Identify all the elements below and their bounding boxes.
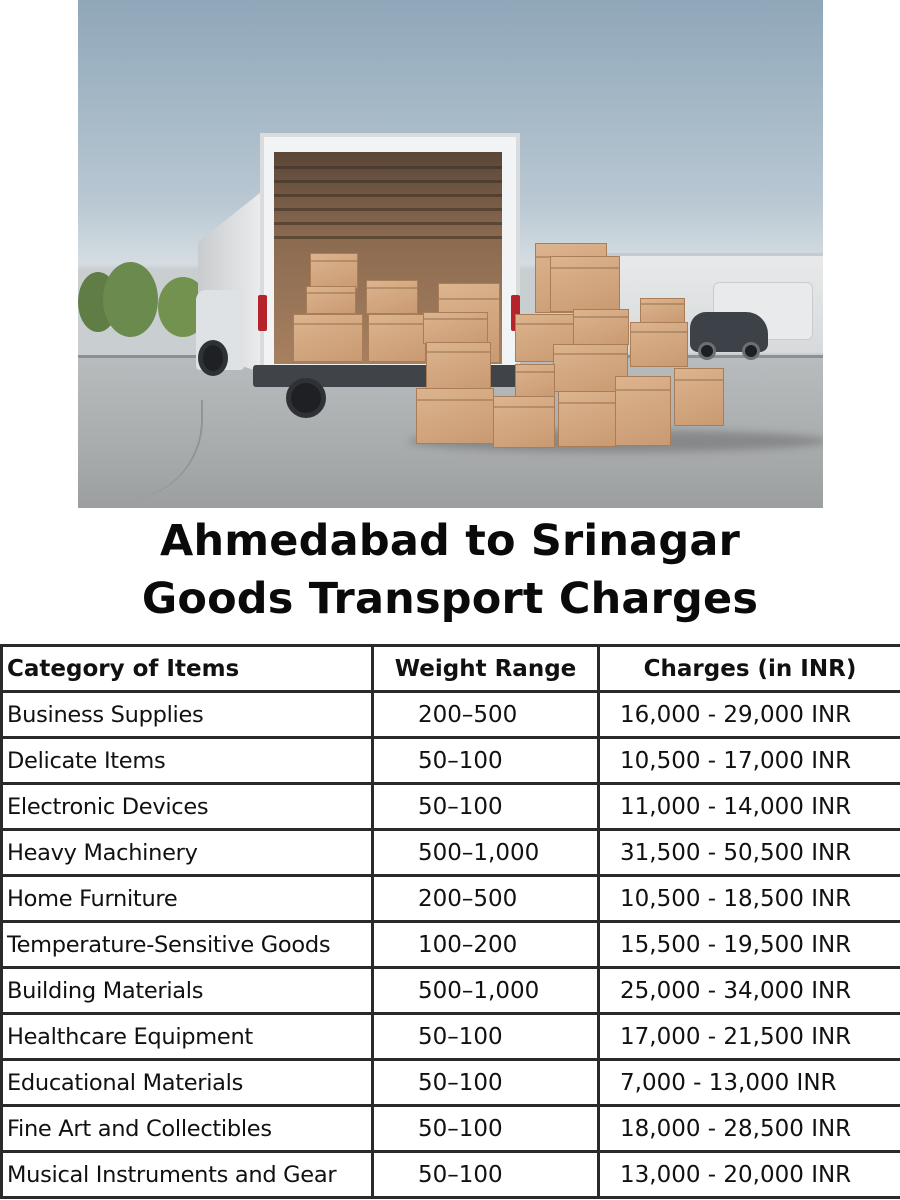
- cardboard-box: [674, 368, 724, 426]
- cell-charges: 10,500 - 17,000 INR: [599, 738, 900, 784]
- cell-charges: 15,500 - 19,500 INR: [599, 922, 900, 968]
- table-row: [2, 1152, 900, 1198]
- table-row: [2, 1060, 900, 1106]
- cell-category: Building Materials: [2, 968, 373, 1014]
- hero-photo-truck-with-boxes: [78, 0, 823, 508]
- cell-category: Delicate Items: [2, 738, 373, 784]
- cell-weight: 50–100: [373, 1152, 599, 1198]
- cell-weight: 200–500: [373, 876, 599, 922]
- cell-charges: 11,000 - 14,000 INR: [599, 784, 900, 830]
- header-category: Category of Items: [2, 646, 373, 692]
- title-line-2: Goods Transport Charges: [141, 574, 759, 624]
- cardboard-box: [515, 364, 555, 398]
- truck-wheel: [286, 378, 326, 418]
- tree: [103, 262, 158, 337]
- page-title: [0, 512, 900, 628]
- transport-charges-table: [0, 644, 900, 1199]
- cell-charges: 7,000 - 13,000 INR: [599, 1060, 900, 1106]
- cardboard-box: [550, 256, 620, 312]
- table-row: [2, 738, 900, 784]
- cardboard-box: [368, 314, 426, 362]
- cell-weight: 50–100: [373, 738, 599, 784]
- cell-weight: 500–1,000: [373, 968, 599, 1014]
- interior-slat: [274, 180, 502, 183]
- parked-car: [690, 312, 768, 352]
- table-row: [2, 876, 900, 922]
- car-wheel: [698, 342, 716, 360]
- table-row: [2, 1106, 900, 1152]
- header-charges: Charges (in INR): [599, 646, 900, 692]
- cell-charges: 31,500 - 50,500 INR: [599, 830, 900, 876]
- cell-category: Fine Art and Collectibles: [2, 1106, 373, 1152]
- cell-weight: 50–100: [373, 784, 599, 830]
- cardboard-box: [310, 253, 358, 289]
- cell-charges: 10,500 - 18,500 INR: [599, 876, 900, 922]
- cell-charges: 18,000 - 28,500 INR: [599, 1106, 900, 1152]
- cell-category: Healthcare Equipment: [2, 1014, 373, 1060]
- interior-slat: [274, 194, 502, 197]
- interior-slat: [274, 208, 502, 211]
- cardboard-box: [573, 309, 629, 345]
- cardboard-box: [366, 280, 418, 314]
- cell-weight: 50–100: [373, 1014, 599, 1060]
- cardboard-box: [293, 314, 363, 362]
- cardboard-box: [423, 312, 488, 344]
- cell-charges: 17,000 - 21,500 INR: [599, 1014, 900, 1060]
- table-header-row: [2, 646, 900, 692]
- cell-weight: 500–1,000: [373, 830, 599, 876]
- interior-slat: [274, 166, 502, 169]
- table-row: [2, 692, 900, 738]
- cardboard-box: [630, 322, 688, 367]
- cell-charges: 13,000 - 20,000 INR: [599, 1152, 900, 1198]
- cardboard-box: [615, 376, 671, 446]
- table-row: [2, 784, 900, 830]
- cardboard-box: [306, 286, 356, 314]
- cell-category: Heavy Machinery: [2, 830, 373, 876]
- cell-weight: 50–100: [373, 1106, 599, 1152]
- car-wheel: [742, 342, 760, 360]
- cell-category: Temperature-Sensitive Goods: [2, 922, 373, 968]
- table-row: [2, 922, 900, 968]
- table-row: [2, 830, 900, 876]
- cell-category: Musical Instruments and Gear: [2, 1152, 373, 1198]
- cell-weight: 100–200: [373, 922, 599, 968]
- header-weight: Weight Range: [373, 646, 599, 692]
- interior-slat: [274, 236, 502, 239]
- title-line-1: Ahmedabad to Srinagar: [159, 516, 741, 566]
- cardboard-box: [640, 298, 685, 324]
- cell-category: Educational Materials: [2, 1060, 373, 1106]
- cell-category: Business Supplies: [2, 692, 373, 738]
- cell-category: Home Furniture: [2, 876, 373, 922]
- cardboard-box: [493, 396, 555, 448]
- cardboard-box: [416, 388, 494, 444]
- tail-light: [258, 295, 267, 331]
- cell-charges: 16,000 - 29,000 INR: [599, 692, 900, 738]
- cardboard-box: [426, 342, 491, 390]
- cell-category: Electronic Devices: [2, 784, 373, 830]
- cell-weight: 50–100: [373, 1060, 599, 1106]
- table-row: [2, 968, 900, 1014]
- cardboard-box: [558, 391, 616, 447]
- cell-weight: 200–500: [373, 692, 599, 738]
- cell-charges: 25,000 - 34,000 INR: [599, 968, 900, 1014]
- table-row: [2, 1014, 900, 1060]
- interior-slat: [274, 222, 502, 225]
- truck-wheel: [198, 340, 228, 376]
